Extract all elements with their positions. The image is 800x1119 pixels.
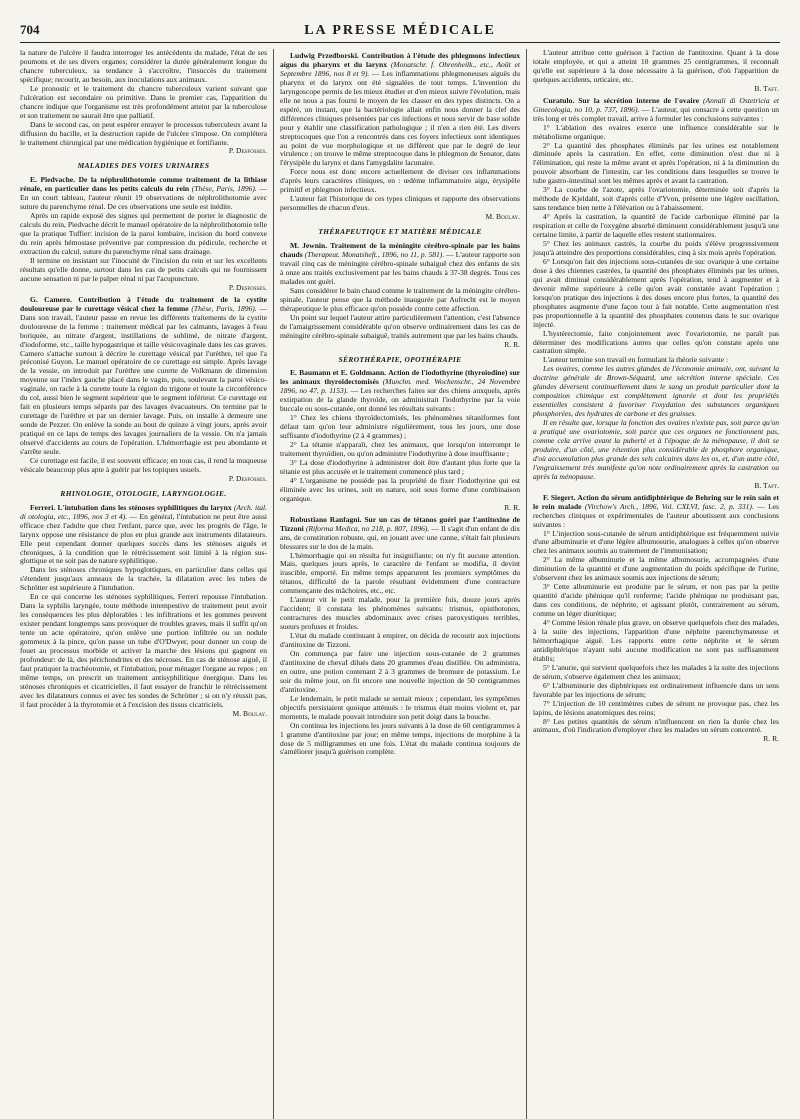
article-heading: Robustiano Ranfagni. Sur un cas de tétanos guéri par l'antitoxine de Tizzoni (Riforma Medica, no 218, p. 807, 1896). — Il s'agit d'un enfant de dix ans, de constitution robuste, qui, en jouant avec une canne, s'était fait plusieurs blessures sur le dos de la main. [280, 514, 520, 551]
paragraph: On commença par faire une injection sous-cutanée de 2 grammes d'antitoxine de chevaI dilués dans 20 grammes d'eau distillée. On administra, en outre, une potion contenant 2 à 3 grammes de bromure de potassium. Le soir du même jour, on fit encore une nouvelle injection de 50 centigrammes d'antitoxine. [280, 649, 520, 694]
article-reference: (Annali di Ostetricia et Ginecologia, no 10, p. 737, 1896). [533, 95, 779, 114]
signature: M. Boulay. [232, 708, 267, 718]
column-2 [273, 49, 526, 1119]
article-reference: (Therapeut. Monatsheft., 1896, no 11, p. 581). [304, 250, 445, 260]
signature: B. Taft. [754, 480, 779, 490]
list-item: 4° Comme lésion rénale plus grave, on observe quelquefois chez des malades, à la suite des injections, l'apparition d'une néphrite parenchymateuse et hémorrhagique aiguë. Les rapports entre cette néphrite et le sérum antidiphtérique n'ayant subi aucune modification ne sont pas suffisamment établis; [533, 618, 779, 663]
article-body: L'auteur rapporte son travail cinq cas de méningite cérébro-spinale subaiguë chez des enfants de six à onze ans traités exclusivement par les bains chauds à 37-38 degrés. Tous ces malades ont guéri. [280, 250, 520, 286]
article-title: Contribution à l'étude du traitement de la cystite douloureuse par le curettage vésical chez la femme [20, 294, 267, 313]
list-item: 7° L'injection de 10 centimètres cubes de sérum ne provoque pas, chez les lapins, de lésions anatomiques des reins; [533, 698, 779, 717]
list-item: 3° Cette albuminurie est produite par le sérum, et non pas par la petite quantité d'acide phénique qu'il renferme; l'acide phénique ne produisant pas, dans ces conditions, de néphrite, et agissant plutôt, contrairement au sérum, comme un léger diurétique; [533, 582, 779, 619]
article-body: Les recherches cliniques et expérimentales de l'auteur aboutissent aux conclusions suivantes : [533, 501, 779, 529]
list-item: 2° La quantité des phosphates éliminés par les urines est notablement diminuée après la castration. En effet, cette diminution n'est due ni à l'élimination, qui reste la même avant et après l'opération, ni à la diminution du pouvoir absorbant de l'intestin, car les conditions dans lesquelles se trouve le tube gastro-intestinal sont les mêmes après et avant la castration. [533, 140, 779, 186]
article-title: Traitement de la méningite cérébro-spinale par les bains chauds [280, 241, 520, 260]
quoted-paragraph: Les ovaires, comme les autres glandes de l'économie animale, ont, suivant la doctrine générale de Brown-Séquard, une sécrétion interne spéciale. Ces glandes déversent continuellement dans le sang un produit particulier dont la composition chimique est complètement ignorée et dont les propriétés essentielles consistent à favoriser l'oxydation des substances organiques phosphorées, des hydrates de carbone et des graisses. [533, 364, 779, 419]
signature: P. Desfosses. [228, 282, 267, 292]
article-author: E. Baumann et E. Goldmann. [290, 368, 387, 378]
article-title: L'intubation dans les sténoses syphilitiques du larynx [57, 502, 232, 512]
paragraph: Le lendemain, le petit malade se sentait mieux ; cependant, les symptômes objectifs persistaient quoique atténués : le trismus était moins violent et, par moments, le malade pouvait introduire son petit doigt dans la bouche. [280, 693, 520, 721]
article-title: Sur la sécrétion interne de l'ovaire [578, 95, 700, 105]
list-item: 5° L'anurie, qui survient quelquefois chez les malades à la suite des injections de sérum, s'observe également chez les animaux; [533, 662, 779, 681]
article-body: En général, l'intubation ne peut être aussi efficace chez l'adulte que chez l'enfant, parce que, avec les progrès de l'âge, le larynx oppose une résistance de plus en plus grande aux instruments dilatateurs. Elle peut cependant donner quelques succès dans les sténoses aiguës et chroniques, à la condition que le rétrécissement soit limité à la région sus-glottique et ne soit pas de nature syphilitique. [20, 511, 267, 566]
list-item: 6° L'albuminurie des diphtériques est ordinairement influencée dans un sens favorable par les injections de sérum; [533, 680, 779, 699]
article-heading: F. Siegert. Action du sérum antidiphtérique de Behring sur le rein sain et le rein malade (Virchow's Arch., 1896, Vol. CXLVI, fasc. 2, p. 331). — Les recherches cliniques et expérimentales de l'auteur aboutissent aux conclusions suivantes : [533, 492, 779, 529]
text-columns [20, 49, 780, 1119]
article-heading: Curatulo. Sur la sécrétion interne de l'ovaire (Annali di Ostetricia et Ginecologia, no 10, p. 737, 1896). — L'auteur, qui consacre à cette question un très long et très complet travail, arrive à formuler les conclusions suivantes : [533, 95, 779, 123]
paragraph: L'hémorrhagie qui en résulta fut insignifiante; on n'y fit aucune attention. Mais, quelques jours après, le caractère de l'enfant se modifia, il devint irascible, emporté. En même temps apparurent les premiers symptômes du tétanos, difficulté de la parole résultant évidemment d'une contracture commençante des mâchoires, etc., etc. [280, 550, 520, 596]
article-title: Contribution à l'étude des phlegmons infectieux aigus du pharynx et du larynx [280, 51, 521, 69]
article-reference: (Riforma Medica, no 218, p. 807, 1896). [305, 523, 430, 533]
article-heading: M. Jewnin. Traitement de la méningite cérébro-spinale par les bains chauds (Therapeut. Monatsheft., 1896, no 11, p. 581). — L'auteur rapporte son travail cinq cas de méningite cérébro-spinale subaiguë chez des enfants de six à onze ans traités exclusivement par les bains chauds à 37-38 degrés. Tous ces malades ont guéri. [280, 241, 520, 286]
page-number: 704 [20, 22, 40, 37]
paragraph: L'auteur attribue cette guérison à l'action de l'antitoxine. Quant à la dose totale employée, et qui a atteint 10 grammes 25 centigrammes, il reconnaît qu'elle est supérieure à la dose nécessaire à la guérison, d'où l'apparition de quelques accidents, urticaire, etc. [533, 49, 779, 84]
article-author: G. Camero. [30, 294, 72, 304]
paragraph: Sans considérer le bain chaud comme le traitement de la méningite cérébro-spinale, l'auteur pense que la méthode inaugurée par Aufrecht est le moyen thérapeutique le plus efficace qu'on possède contre cette affection. [280, 285, 520, 313]
paragraph: On continua les injections les jours suivants à la dose de 60 centigrammes à 1 gramme d'antitoxine par jour; en même temps, injections de morphine à la dose de 5 milligrammes en une fois. L'état du malade continua toujours de s'améliorer jusqu'à guérison complète. [280, 720, 520, 757]
article-body: Les inflammations phlegmoneuses aiguës du pharynx et du larynx ont été signalées de tout temps. L'invention du laryngoscope permis de les mieux étudier et d'en mieux suivre l'évolution, mais elle ne nous a pas fourni le moyen de les classer en des types distincts. On a espéré, un instant, que la bactériologie allait enfin nous donner la clef des différences cliniques présentées par ces infections et nous servir de base solide pour y établir une classification pathologique ; il n'en a rien été. Les divers streptocoques que l'on a rencontrés dans ces foyers infectieux sont identiques au point de vue morphologique et ne diffèrent que par le degré de leur virulence ; on trouve le même streptocoque dans le phlegmon de Senator, dans l'érysipèle du larynx et dans l'amygdalite lacunaire. [280, 68, 520, 168]
article-heading: Ludwig Przedborski. Contribution à l'étude des phlegmons infectieux aigus du pharynx et du larynx (Monatschr. f. Ohrenheilk., etc., Août et Septembre 1896, nos 8 et 9). — Les inflammations phlegmoneuses aiguës du pharynx et du larynx ont été signalées de tout temps. L'invention du laryngoscope permis de les mieux étudier et d'en mieux suivre l'évolution, mais elle ne nous a pas fourni le moyen de les classer en des types distincts. On a espéré, un instant, que la bactériologie allait enfin nous donner la clef des différences cliniques présentées par ces infections et nous servir de base solide pour y établir une classification pathologique ; il n'en a rien été. Les divers streptocoques que l'on a rencontrés dans ces foyers infectieux sont identiques au point de vue morphologique et ne diffèrent que par le degré de leur virulence ; on trouve le même streptocoque dans le phlegmon de Senator, dans l'érysipèle du larynx et dans l'amygdalite lacunaire. [280, 51, 521, 168]
article-author: F. Siegert. [543, 492, 576, 502]
list-item: 2° La même albuminurie et la même albumosurie, accompagnées d'une diminution de la quantité et d'une augmentation du poids spécifique de l'urine, s'observent chez les animaux soumis aux injections de sérum; [533, 555, 779, 583]
article-heading: G. Camero. Contribution à l'étude du traitement de la cystite douloureuse par le curettage vésical chez la femme (Thèse, Paris, 1896). — Dans son travail, l'auteur passe en revue les différents traitements de la cystite douloureuse de la femme : traitement médical par les calmants, lavages à l'eau boriquée, au nitrate d'argent, instillations de sublimé, de nitrate d'argent, d'iodoforme, etc., taille hypogastrique et taille vésicovaginale dans les cas graves. Camero s'attache surtout à décrire le curettage vésical par l'urèthre, tel que l'a préconisé Guyon. Le manuel opératoire de ce curettage est simple. Après lavage de la vessie, on introduit par l'urèthre une curette de Volkmann de dimension moyenne sur l'index gauche placé dans le vagin, puis, soulevant la paroi vésico-vaginale, on racle à la curette toute la région du trigone et toute la circonférence du col, aussi bien le segment supérieur que le segment inférieur. Ce curettage est fait en plusieurs temps séparés par des lavages évacuateurs. On termine par le curettage de l'urèthre et par un dernier lavage. Puis, on installe à demeure une sonde de Pezzer. On enlève la sonde au bout de quinze à vingt jours, après avoir pratiqué en ce laps de temps des lavages journaliers de la vessie. On n'a jamais observé d'accidents au cours de l'opération. L'hémorrhagie est peu abondante et s'arrête seule. [20, 294, 268, 456]
column-1 [20, 49, 273, 1119]
paragraph: L'auteur vit le petit malade, pour la première fois, douze jours après l'accident; il constata les phénomènes suivants: trismus, opisthotonos, contractures des muscles abdominaux avec crises paroxystiques terribles, sueurs profuses et froides. [280, 595, 520, 632]
journal-title: LA PRESSE MÉDICALE [304, 23, 496, 38]
paragraph: L'état du malade continuant à empirer, on décida de recourir aux injections d'antitoxine de Tizzoni. [280, 631, 520, 650]
signature: M. Boulay. [485, 212, 520, 222]
paragraph: Il termine en insistant sur l'inocuité de l'incision du rein et sur les excellents résultats qu'elle donne, surtout dans les cas de petits calculs qui ne fournissent aucune sensation ni par le palper rénal ni par l'acupuncture. [20, 255, 267, 283]
article-author: Ludwig Przedborski. [290, 51, 359, 60]
article-body: Dans son travail, l'auteur passe en revue les différents traitements de la cystite douloureuse de la femme : traitement médical par les calmants, lavages à l'eau boriquée, au nitrate d'argent, instillations de sublimé, de nitrate d'argent, d'iodoforme, etc., taille hypogastrique et taille vésicovaginale dans les cas graves. Camero s'attache surtout à décrire le curettage vésical par l'urèthre, tel que l'a préconisé Guyon. Le manuel opératoire de ce curettage est simple. Après lavage de la vessie, on introduit par l'urèthre une curette de Volkmann de dimension moyenne sur l'index gauche placé dans le vagin, puis, soulevant la paroi vésico-vaginale, on racle à la curette toute la région du trigone et toute la circonférence du col, aussi bien le segment supérieur que le segment inférieur. Ce curettage est fait en plusieurs temps séparés par des lavages évacuateurs. On termine par le curettage de l'urèthre et par un dernier lavage. Puis, on installe à demeure une sonde de Pezzer. On enlève la sonde au bout de quinze à vingt jours, après avoir pratiqué en ce laps de temps des lavages journaliers de la vessie. On n'a jamais observé d'accidents au cours de l'opération. L'hémorrhagie est peu abondante et s'arrête seule. [20, 312, 267, 456]
section-heading: THÉRAPEUTIQUE ET MATIÈRE MÉDICALE [318, 227, 482, 237]
quoted-paragraph: Il en résulte que, lorsque la fonction des ovaires n'existe pas, soit parce qu'on a pratiqué une ovariotomie, soit parce que ces organes ne fonctionnent pas, comme cela arrive avant la puberté et à l'époque de la ménopause, il doit se produire, d'un côté, une rétention plus considérable de phosphore organique, d'où accumulation plus grande des sels calcaires dans les os, et, d'un autre côté, l'engraissement très manifeste qu'on note ordinairement après la castration ou après la ménopause. [533, 418, 779, 481]
paragraph: Un point sur lequel l'auteur attire particulièrement l'attention, c'est l'absence de l'amaigrissement considérable qu'on observe ordinairement dans les cas de méningite cérébro-spinale subaiguë, traités autrement que par les bains chauds. [280, 312, 520, 340]
signature: P. Desfosses. [228, 146, 267, 156]
article-body: Il s'agit d'un enfant de dix ans, de constitution robuste, qui, en jouant avec une canne, s'était fait plusieurs blessures sur le dos de la main. [280, 523, 520, 551]
signature: B. Taft. [754, 83, 779, 93]
paragraph: Force nous est donc encore actuellement de diviser ces inflammations d'après leurs caractères cliniques, en : œdème inflammatoire aigu, érysipèle primitif et phlegmon infectieux. [280, 167, 520, 195]
article-reference: (Monatschr. f. Ohrenheilk., etc., Août et Septembre 1896, nos 8 et 9). [280, 59, 521, 78]
article-body: L'auteur, qui consacre à cette question un très long et très complet travail, arrive à formuler les conclusions suivantes : [533, 104, 779, 123]
article-title: Action de l'iodothyrine (thyroïodine) sur les animaux thyroïdectomisés [280, 368, 520, 387]
section-heading: MALADIES DES VOIES URINAIRES [77, 161, 210, 171]
column-3 [526, 49, 779, 1119]
article-title: Action du sérum antidiphtérique de Behring sur le rein sain et le rein malade [533, 492, 779, 511]
article-reference: (Thèse, Paris, 1896). [191, 184, 257, 194]
paragraph: Dans les sténoses chroniques hypoglottiques, en particulier dans celles qui s'étendent jusqu'aux anneaux de la trachée, la dilatation avec les tubes de Schrötter est supérieure à l'intubation. [20, 565, 267, 593]
article-reference: (Virchow's Arch., 1896, Vol. CXLVI, fasc. 2, p. 331). [584, 501, 754, 511]
paragraph: L'auteur fait l'historique de ces types cliniques et rapporte des observations personnelles de chacun d'eux. [280, 194, 520, 213]
article-title: Sur un cas de tétanos guéri par l'antitoxine de Tizzoni [280, 514, 520, 533]
list-item: 4° Après la castration, la quantité de l'acide carbonique éliminé par la respiration et celle de l'oxygène absorbé diminuent considérablement jusqu'à une certaine limite, à partir de laquelle elles restent stationnaires. [533, 212, 779, 240]
article-title: De la néphrolithotomie comme traitement de la lithiase rénale, en particulier dans les petits calculs du rein [20, 175, 267, 194]
list-item: 8° Les petites quantités de sérum n'influencent en rien la durée chez les animaux, d'où l'indication d'employer chez les malades un sérum concentré. [533, 716, 779, 735]
paragraph: la nature de l'ulcère il faudra interroger les antécédents du malade, l'état de ses poumons et de ses divers organes; considérer la durée généralement longue du chancre tuberculeux, sa tendance à s'accroître, l'insuccès du traitement spécifique; recourir, au besoin, aux inoculations aux animaux. [20, 49, 267, 84]
article-author: E. Piedvache. [30, 175, 76, 185]
article-reference: (Thèse, Paris, 1896). [191, 303, 257, 313]
paragraph: L'hystérectomie, faite conjointement avec l'ovariotomie, ne paraît pas déterminer des modifications autres que celles qu'on constate après une castration simple. [533, 328, 779, 356]
signature: R. R. [763, 734, 779, 744]
section-heading: SÉROTHÉRAPIE, OPOTHÉRAPIE [338, 354, 462, 364]
paragraph: Dans le second cas, on peut espérer enrayer le processus tuberculeux avant la diffusion du bacille, et la destruction rapide de l'ulcère s'impose. On complétera le traitement chirurgical par une médication hygiénique et fortifiante. [20, 119, 267, 147]
article-body: En un court tableau, l'auteur réunit 19 observations de néphrolithotomie avec suture du parenchyme rénal. De ces observations une seule est inédite. [20, 193, 267, 212]
article-reference: (Arch. ital. di otologia, etc., 1896, nos 3 et 4). [20, 502, 267, 521]
list-item: 1° L'ablation des ovaires exerce une influence considérable sur le métabolisme organique. [533, 122, 779, 141]
list-item: 4° L'organisme ne possède pas la propriété de fixer l'iodothyrine qui est éliminée avec les urines, soit en nature, soit sous forme d'une combinaison organique. [280, 475, 520, 503]
article-author: Robustiano Ranfagni. [290, 514, 362, 524]
section-heading: RHINOLOGIE, OTOLOGIE, LARYNGOLOGIE. [60, 488, 227, 498]
signature: R. R. [504, 339, 520, 349]
article-author: Ferreri. [30, 502, 56, 512]
article-heading: E. Piedvache. De la néphrolithotomie comme traitement de la lithiase rénale, en particulier dans les petits calculs du rein (Thèse, Paris, 1896). — En un court tableau, l'auteur réunit 19 observations de néphrolithotomie avec suture du parenchyme rénal. De ces observations une seule est inédite. [20, 175, 268, 212]
page-header [20, 22, 780, 43]
paragraph: Après un rapide exposé des signes qui permettent de porter le diagnostic de calculs du rein, Piedvache décrit le manuel opératoire de la néphrolithotomie telle que la pratique Tuffier: incision de la paroi lombaire, incision du bord convexe du rein après hémostase préventive par compression du pédicule, recherche et extraction du calcul, suture du parenchyme rénal sans drainage. [20, 211, 267, 257]
list-item: 3° La dose d'iodothyrine à administrer doit être d'autant plus forte que la tétanie est plus accusée et le traitement commencé plus tard ; [280, 457, 520, 476]
list-item: 3° La courbe de l'azote, après l'ovariotomie, déterminée soit d'après la méthode de Kjeldahl, soit d'après celle d'Yvon, présente une légère oscillation, sans tendance bien nette à l'élévation ou à l'abaissement. [533, 185, 779, 213]
signature: P. Desfosses. [228, 473, 267, 483]
list-item: 1° L'injection sous-cutanée de sérum antidiphtérique est fréquemment suivie d'une albuminurie et d'une légère albumosurie, analogues à celles qu'on observe chez les animaux soumis au traitement de l'immunisation; [533, 528, 779, 556]
article-author: Curatulo. [543, 95, 575, 105]
article-body: Les recherches faites sur des chiens auxquels, après extirpation de la glande thyroïde, on administrait l'iodothyrine par la voie buccale ou sous-cutanée, ont donné les résultats suivants : [280, 386, 521, 414]
article-author: M. Jewnin. [290, 241, 328, 251]
paragraph: En ce qui concerne les sténoses syphilitiques, Ferreri repousse l'intubation. Dans la syphilis laryngée, toute méthode intempestive de traitement peut avoir les conséquences les plus déplorables : les infiltrations et les gommes peuvent exister pendant longtemps sans provoquer de troubles graves, mais il suffit qu'on tente un acte opératoire, qu'on enlève une portion infiltrée ou un nodule gommeux à la pince, qu'on passe un tube d'O'Dwyer, pour donner un coup de fouet au processus morbide et activer la marche des lésions qui gagnent en profondeur: de là, des périchondrites et des nécroses. En cas de sténose aiguë, il faut pratiquer la trachéotomie, et l'intubation, pour ménager l'organe au repos ; en même temps, on prescrit un traitement antisyphilitique énergique. Dans les sténoses chroniques et cicatricielles, il faut essayer de franchir le rétrécissement avec les dilatateurs connus et avec les sondes de Schrötter ; si on n'y réussit pas, il faut procéder à la thyrotomie et à l'excision des tissus cicatriciels. [20, 592, 267, 709]
article-reference: (Munchn. med. Wochenschr., 24 Novembre 1896, no 47, p. 1153). [280, 377, 520, 396]
list-item: 6° Lorsqu'on fait des injections sous-cutanées de suc ovarique à une certaine dose à des chiennes castrées, la quantité des phosphates éliminés par les urines, qui avait diminué considérablement après l'opération, tend à augmenter et à devenir même supérieure à celle qu'on avait constatée avant l'opération ; lorsqu'on pratique des injections à des doses encore plus fortes, la quantité des phosphates augmente d'une façon tout à fait notable. Cette augmentation n'est pas proportionnelle à la quantité des phosphates contenus dans le suc ovarique injecté. [533, 256, 779, 329]
paragraph: Ce curettage est facile, il est souvent efficace; en tous cas, il rend la muqueuse vésicale beaucoup plus apte à guérir par les topiques usuels. [20, 455, 267, 474]
paragraph: L'auteur termine son travail en formulant la théorie suivante : [543, 355, 729, 365]
list-item: 1° Chez les chiens thyroïdectomisés, les phénomènes tétaniformes font défaut tant qu'on leur administre régulièrement, tous les jours, une dose suffisante d'iodothyrine (2 à 4 grammes) ; [280, 413, 520, 441]
signature: R. R. [504, 502, 520, 512]
list-item: 2° La tétanie n'apparaît, chez les animaux, que lorsqu'on interrompt le traitement thyroïdien, ou qu'on administre l'iodothyrine à dose insuffisante ; [280, 440, 520, 459]
article-heading: Ferreri. L'intubation dans les sténoses syphilitiques du larynx (Arch. ital. di otologia, etc., 1896, nos 3 et 4). — En général, l'intubation ne peut être aussi efficace chez l'adulte que chez l'enfant, parce que, avec les progrès de l'âge, le larynx oppose une résistance de plus en plus grande aux instruments dilatateurs. Elle peut cependant donner quelques succès dans les sténoses aiguës et chroniques, à la condition que le rétrécissement soit limité à la région sus-glottique et ne soit pas de nature syphilitique. [20, 502, 267, 566]
paragraph: Le pronostic et le traitement du chancre tuberculeux varient suivant que l'ulcération est secondaire ou primitive. Dans le premier cas, l'apparition du chancre indique que l'organisme est très profondément atteint par la tuberculose et son traitement ne saurait être que palliatif. [20, 83, 267, 120]
list-item: 5° Chez les animaux castrés, la courbe du poids s'élève progressivement jusqu'à atteindre des proportions considérables, cinq à six mois après l'opération. [533, 239, 779, 257]
article-heading: E. Baumann et E. Goldmann. Action de l'iodothyrine (thyroïodine) sur les animaux thyroïdectomisés (Munchn. med. Wochenschr., 24 Novembre 1896, no 47, p. 1153). — Les recherches faites sur des chiens auxquels, après extirpation de la glande thyroïde, on administrait l'iodothyrine par la voie buccale ou sous-cutanée, ont donné les résultats suivants : [280, 368, 521, 414]
